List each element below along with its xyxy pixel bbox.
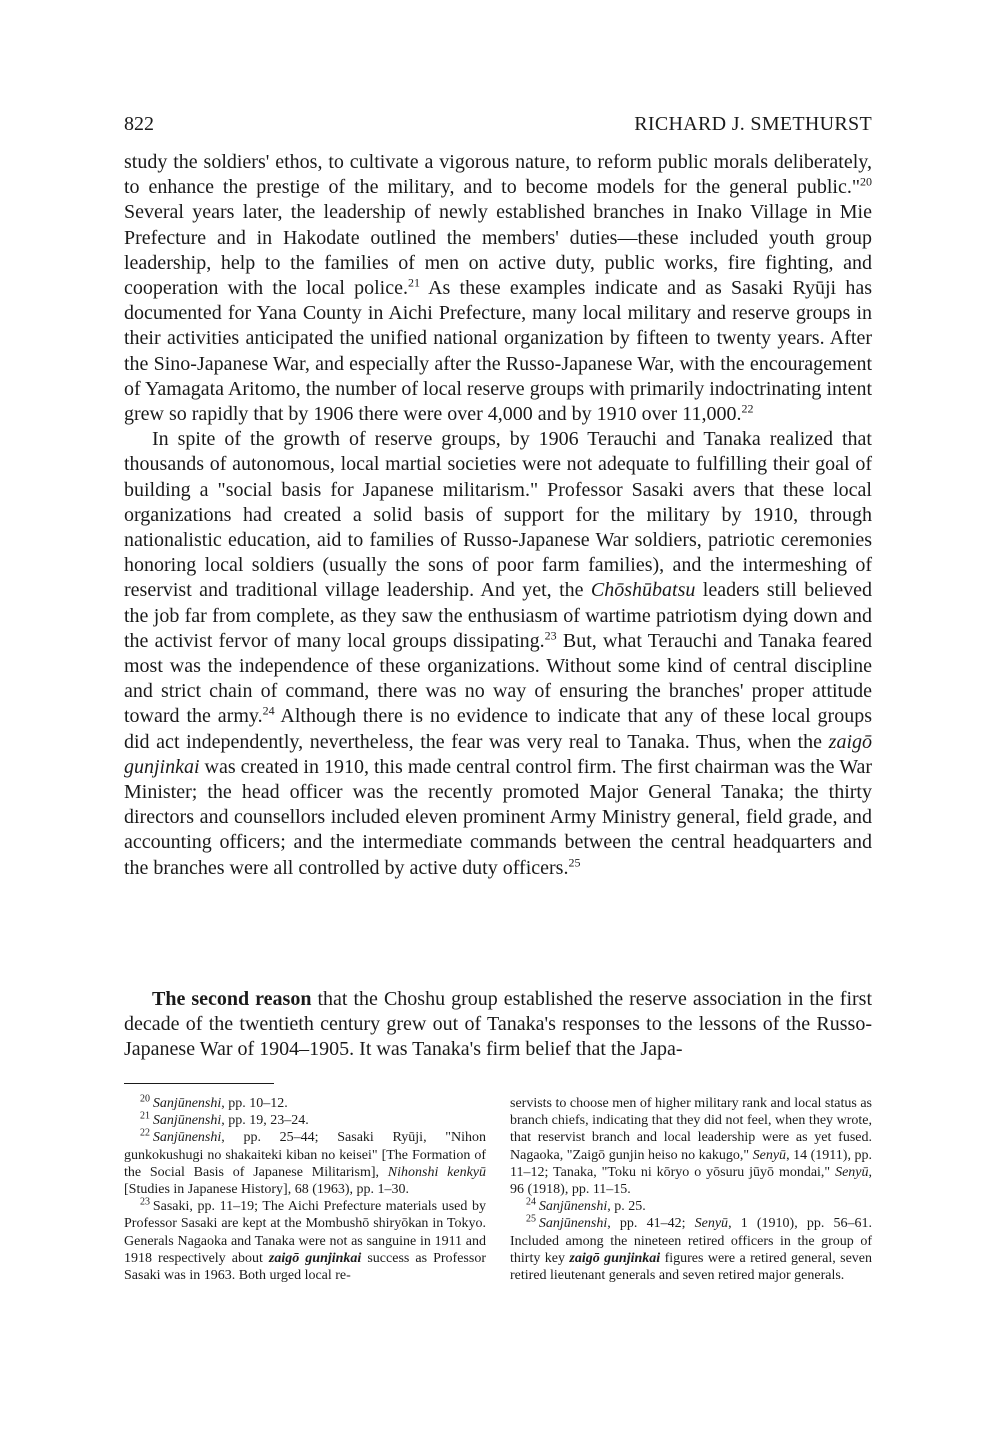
running-head: RICHARD J. SMETHURST	[634, 113, 872, 135]
paragraph: In spite of the growth of reserve groups, by 1906 Terauchi and Tanaka realized that thousands of autonomous, local martial societies were not adequate to fulfilling their goal of building a "social basis for Japanese militarism." Professor Sasaki avers that these local organizations had created a solid basis of support for the military by 1910, through nationalistic education, aid to families of Russo-Japanese War soldiers, patriotic ceremonies honoring local soldiers (usually the sons of poor farm families), and the intermeshing of reservist and traditional village leadership. And yet, the Chōshūbatsu leaders still believed the job far from complete, as they saw the enthusiasm of wartime patriotism dying down and the activist fervor of many local groups dissipating.$^{23}$ But, what Terauchi and Tanaka feared most was the independence of these organizations. Without some kind of central discipline and strict chain of command, there was no way of ensuring the branches' proper attitude toward the army.$^{24}$ Although there is no evidence to indicate that any of these local groups did act independently, nevertheless, the fear was very real to Tanaka. Thus, when the zaigō gunjinkai was created in 1910, this made central control firm. The first chairman was the War Minister; the head officer was the recently promoted Major General Tanaka; the thirty directors and counsellors included eleven prominent Army Ministry general, field grade, and accounting officers; and the intermediate commands between the central headquarters and the branches were all controlled by active duty officers.$^{25}$	[124, 428, 873, 879]
section-paragraph	[124, 987, 872, 1063]
footnote-divider	[124, 1083, 274, 1084]
footnote-24: $^{24}$ Sanjūnenshi, p. 25.	[526, 1196, 646, 1215]
footnote-23-continued: servists to choose men of higher military rank and local status as branch chiefs, indicating that they did not feel, when they wrote, that reservist branch and local leadership were as yet fused. Nagaoka, "Zaigō gunjin heiso no kakugo," Senyū, 14 (1911), pp. 11–12; Tanaka, "Toku ni kōryo o yōsuru jūyō mondai," Senyū, 96 (1918), pp. 11–15.	[510, 1096, 872, 1198]
paragraph-continued: study the soldiers' ethos, to cultivate a vigorous nature, to reform public morals deliberately, to enhance the prestige of the military, and to become models for the general public."$^{20}$ Several years later, the leadership of newly established branches in Inako Village in Mie Prefecture and in Hakodate outlined the members' duties—these included youth group leadership, help to the families of men on active duty, public works, fire fighting, and cooperation with the local police.$^{21}$ As these examples indicate and as Sasaki Ryūji has documented for Yana County in Aichi Prefecture, many local military and reserve groups in their activities anticipated the unified national organization by fifteen to twenty years. After the Sino-Japanese War, and especially after the Russo-Japanese War, with the encouragement of Yamagata Aritomo, the number of local reserve groups with primarily indoctrinating intent grew so rapidly that by 1906 there were over 4,000 and by 1910 over 11,000.22	[124, 151, 872, 426]
footnote-ref-23: 23	[544, 628, 557, 643]
paragraph: The second reason that the Choshu group established the reserve association in the first decade of the twentieth century grew out of Tanaka's responses to the lessons of the Russo-Japanese War of 1904–1905. It was Tanaka's firm belief that the Japa-	[124, 988, 872, 1061]
footnotes	[124, 1095, 872, 1284]
body-text	[124, 150, 872, 881]
footnote-25: $^{25}$ Sanjūnenshi, pp. 41–42; Senyū, 1 (1910), pp. 56–61. Included among the nineteen retired officers in the group of thirty key zaigō gunjinkai figures were a retired general, seven retired lieutenant generals and seven retired major generals.	[510, 1213, 873, 1284]
footnote-22: $^{22}$ Sanjūnenshi, pp. 25–44; Sasaki Ryūji, "Nihon gunkokushugi no shakaiteki kiban no keisei" [The Formation of the Social Basis of Japanese Militarism], Nihonshi kenkyū [Studies in Japanese History], 68 (1963), pp. 1–30.	[124, 1127, 486, 1198]
lead-in: The second reason	[152, 988, 312, 1010]
footnote-ref-21: 21	[407, 275, 420, 290]
footnote-ref-24: 24	[262, 703, 275, 718]
page-header	[124, 113, 872, 136]
footnote-21: $^{21}$ Sanjūnenshi, pp. 19, 23–24.	[140, 1110, 309, 1129]
footnote-ref-22: 22	[741, 401, 754, 416]
footnote-ref-25: 25	[568, 855, 581, 870]
footnote-ref-20: 20	[860, 174, 872, 189]
footnote-column-right	[510, 1095, 872, 1284]
footnote-20: $^{20}$ Sanjūnenshi, pp. 10–12.	[140, 1093, 288, 1111]
page-number: 822	[124, 113, 154, 135]
footnote-column-left	[124, 1095, 486, 1284]
footnote-23: $^{23}$ Sasaki, pp. 11–19; The Aichi Prefecture materials used by Professor Sasaki are kept at the Mombushō shiryōkan in Tokyo. Generals Nagaoka and Tanaka were not as sanguine in 1911 and 1918 respectively about zaigō gunjinkai success as Professor Sasaki was in 1963. Both urged local re-	[124, 1196, 486, 1284]
